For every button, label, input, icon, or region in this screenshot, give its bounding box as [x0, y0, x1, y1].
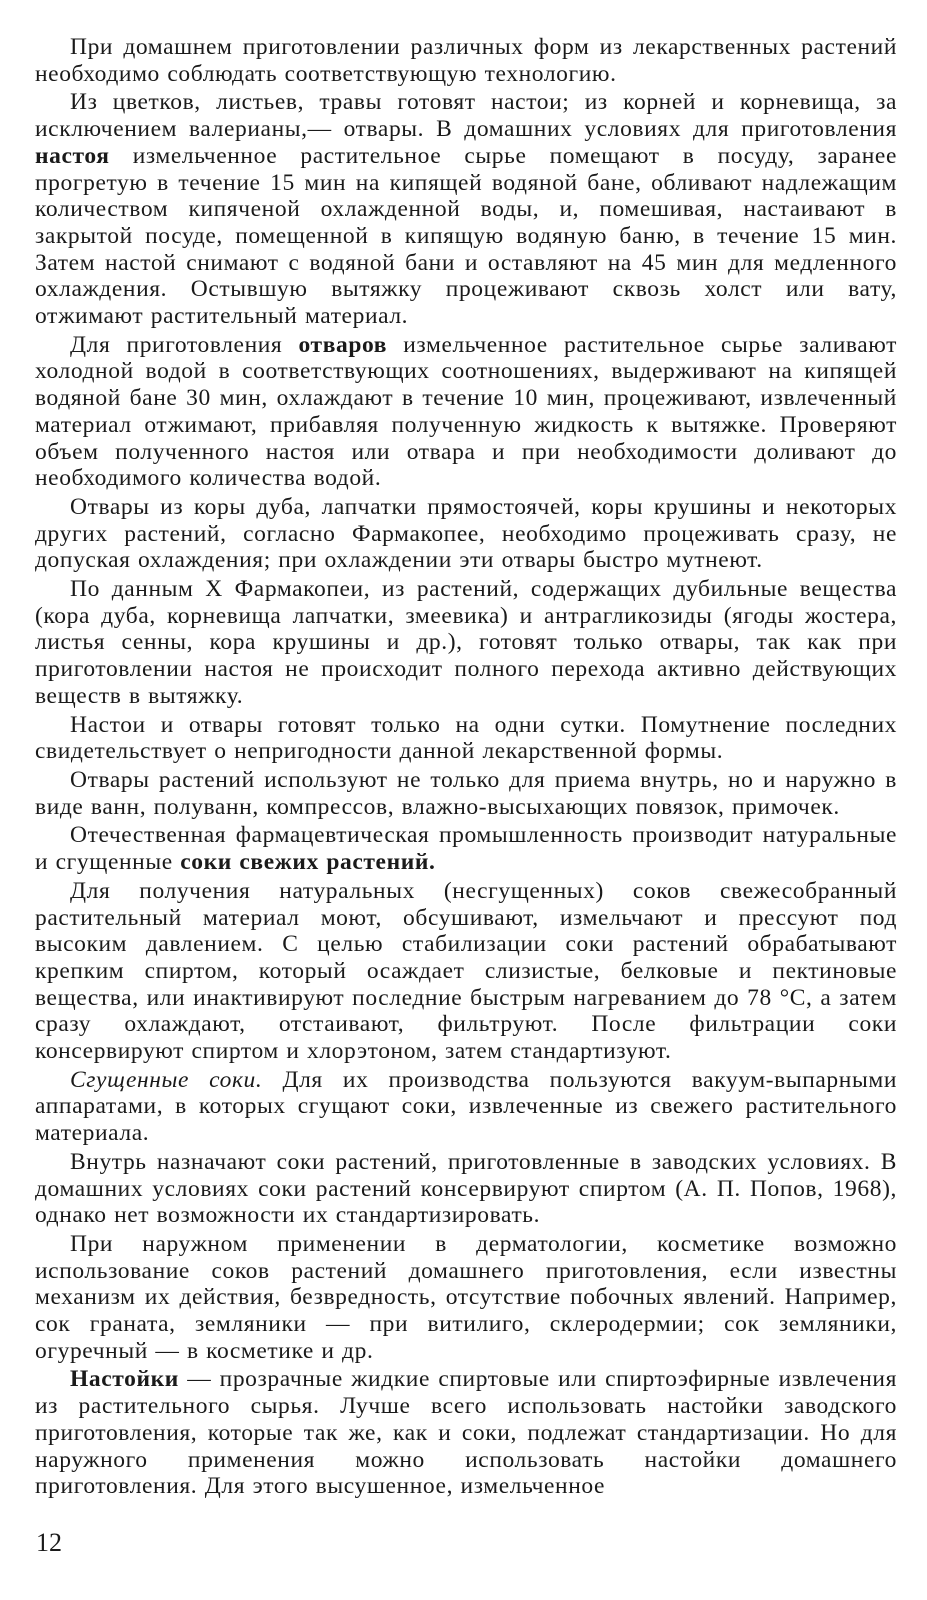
bold-term: настоя — [35, 142, 110, 169]
italic-term: Сгущенные соки. — [70, 1066, 263, 1093]
bold-term: отваров — [298, 331, 388, 358]
page-text — [35, 34, 897, 1502]
paragraph — [35, 1366, 897, 1500]
paragraph — [35, 89, 897, 329]
paragraph — [35, 767, 897, 820]
paragraph — [35, 878, 897, 1065]
text-run: Отвары растений используют не только для приема внутрь, но и наружно в виде ванн, полуванн, компрессов, влажно-высыхающих повязок, примочек. — [35, 766, 897, 820]
text-run: Для их производства пользуются вакуум-выпарными аппаратами, в которых сгущают соки, извлеченные из свежего растительного материала. — [35, 1066, 897, 1147]
paragraph — [35, 822, 897, 875]
text-run: При домашнем приготовлении различных форм из лекарственных растений необходимо соблюдать соответствующую технологию. — [35, 34, 897, 87]
page-number: 12 — [36, 1528, 62, 1557]
text-run: По данным X Фармакопеи, из растений, содержащих дубильные вещества (кора дуба, корневища лапчатки, змеевика) и антрагликозиды (ягоды жостера, листья сенны, кора крушины и др.), готовят только отвары, так как при приготовлении настоя не происходит полного перехода активно действующих веществ в вытяжку. — [35, 576, 897, 709]
text-run: — прозрачные жидкие спиртовые или спиртоэфирные извлечения из растительного сырья. Лучше всего использовать настойки заводского приготовления, которые так же, как и соки, подлежат стандартизации. Но для наружного применения можно использовать настойки домашнего приготовления. Для этого высушенное, измельченное — [35, 1366, 897, 1500]
text-run: Отечественная фармацевтическая промышленность производит натуральные и сгущенные — [35, 822, 897, 876]
text-run: При наружном применении в дерматологии, косметике возможно использование соков растений домашнего приготовления, если известны механизм их действия, безвредность, отсутствие побочных явлений. Например, сок граната, земляники — при витилиго, склеродермии; сок земляники, огуречный — в косметике и др. — [35, 1230, 897, 1364]
bold-term: соки свежих растений. — [180, 849, 436, 876]
text-run: Отвары из коры дуба, лапчатки прямостоячей, коры крушины и некоторых других растений, согласно Фармакопее, необходимо процеживать сразу, не допуская охлаждения; при охлаждении эти отвары быстро мутнеют. — [35, 493, 897, 574]
text-run: Для приготовления — [70, 331, 299, 358]
text-run: измельченное растительное сырье помещают в посуду, заранее прогретую в течение 15 мин на кипящей водяной бане, обливают надлежащим количеством кипяченой охлажденной воды, и, помешивая, настаивают в закрытой посуде, помещенной в кипящую водяную баню, в течение 15 мин. Затем настой снимают с водяной бани и оставляют на 45 мин для медленного охлаждения. Остывшую вытяжку процеживают сквозь холст или вату, отжимают растительный материал. — [35, 142, 897, 330]
paragraph — [35, 332, 897, 492]
paragraph — [35, 34, 897, 87]
paragraph — [35, 712, 897, 765]
paragraph — [35, 494, 897, 574]
paragraph — [35, 1067, 897, 1147]
text-run: измельченное растительное сырье заливают холодной водой в соответствующих соотношениях, выдерживают на кипящей водяной бане 30 мин, охлаждают в течение 10 мин, процеживают, извлеченный материал отжимают, прибавляя полученную жидкость к вытяжке. Проверяют объем полученного настоя или отвара и при необходимости доливают до необходимого количества водой. — [35, 331, 897, 492]
text-run: Настои и отвары готовят только на одни сутки. Помутнение последних свидетельствует о непригодности данной лекарственной формы. — [35, 711, 897, 765]
paragraph — [35, 1231, 897, 1365]
text-run: Из цветков, листьев, травы готовят настои; из корней и корневища, за исключением валерианы,— отвары. В домашних условиях для приготовления — [35, 89, 897, 143]
text-run: Для получения натуральных (несгущенных) соков свежесобранный растительный материал моют, обсушивают, измельчают и прессуют под высоким давлением. С целью стабилизации соки растений обрабатывают крепким спиртом, который осаждает слизистые, белковые и пектиновые вещества, или инактивируют последние быстрым нагреванием до 78 °С, а затем сразу охлаждают, отстаивают, фильтруют. После фильтрации соки консервируют спиртом и хлорэтоном, затем стандартизуют. — [35, 877, 897, 1065]
paragraph — [35, 1149, 897, 1229]
bold-term: Настойки — [70, 1366, 179, 1393]
text-run: Внутрь назначают соки растений, приготовленные в заводских условиях. В домашних условиях соки растений консервируют спиртом (А. П. Попов, 1968), однако нет возможности их стандартизировать. — [35, 1148, 897, 1229]
paragraph — [35, 576, 897, 710]
